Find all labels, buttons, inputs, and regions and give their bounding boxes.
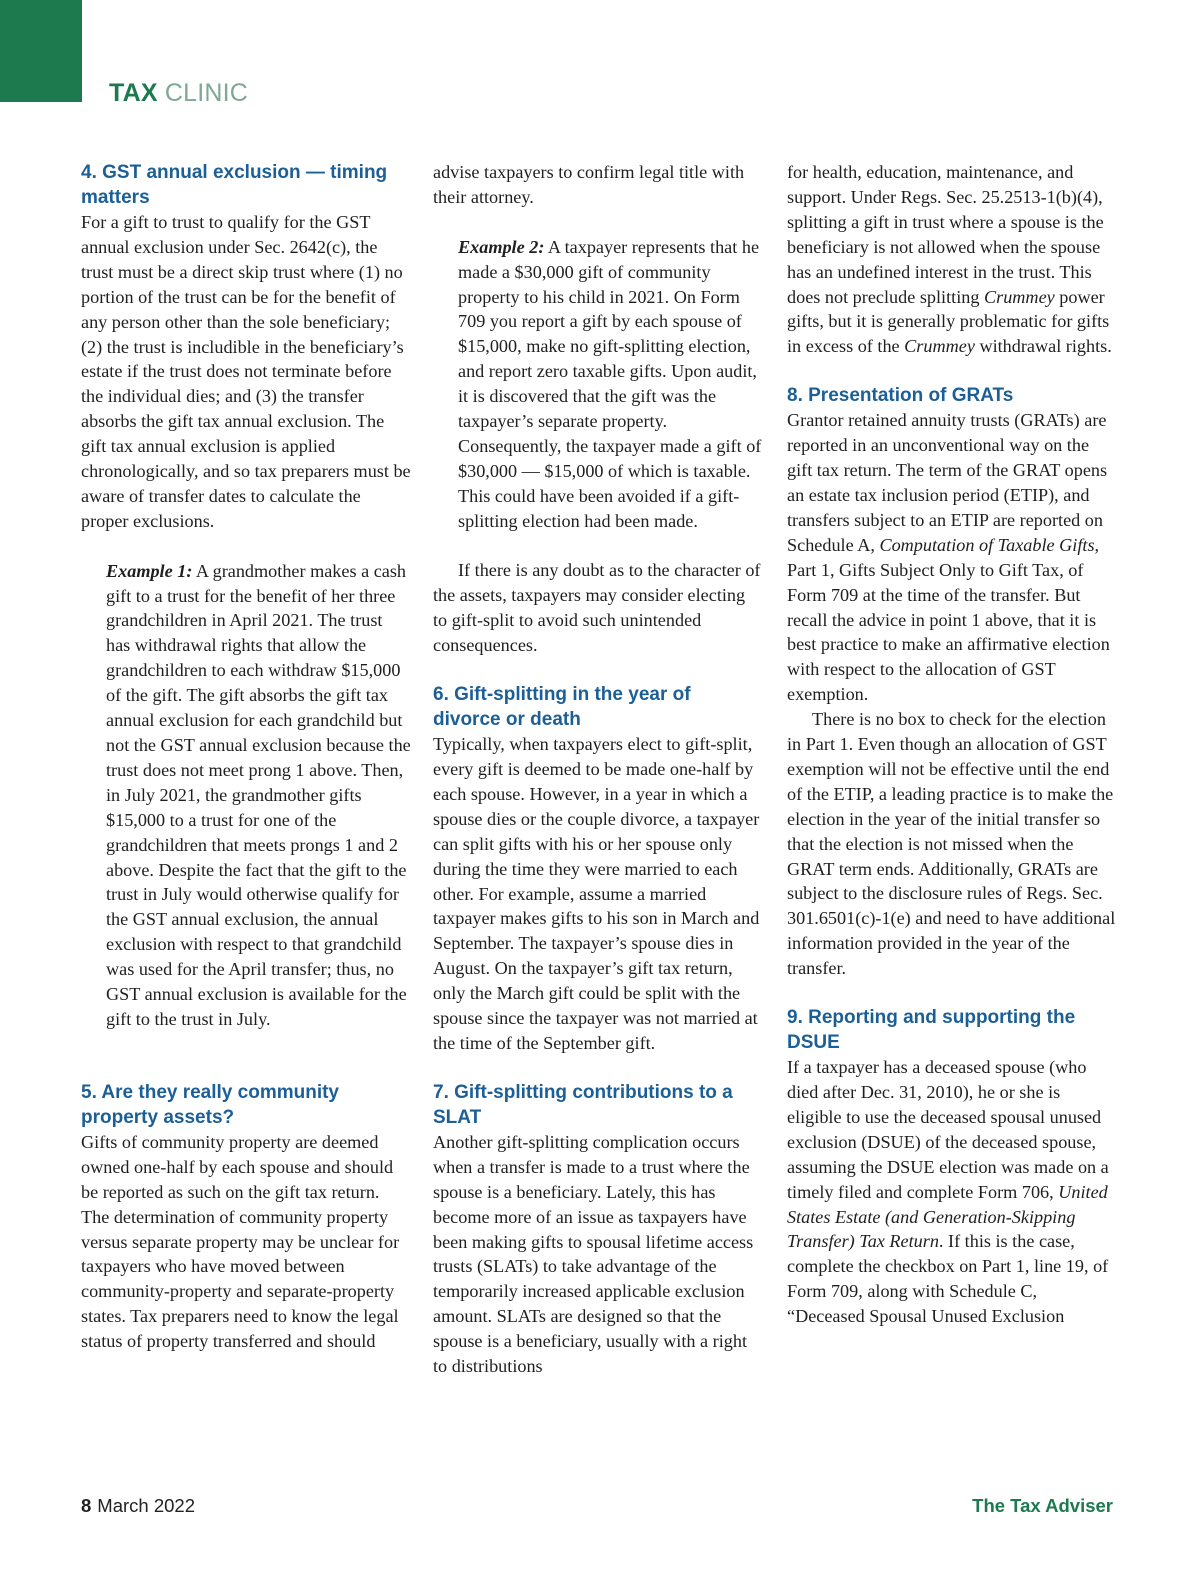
heading-gift-splitting-divorce-death: 6. Gift-splitting in the year of divorce or death [433,684,691,731]
heading-reporting-dsue: 9. Reporting and supporting the DSUE [787,1007,1076,1054]
issue-date: March 2022 [97,1495,195,1516]
paragraph-community-property: Gifts of community property are deemed owned one-half by each spouse and should be reported as such on the gift tax return. The determination of community property versus separate property may be unclear for taxpayers who have moved between community-property and separate-property states. Tax preparers need to know the legal status of property transferred and should [81,1131,400,1352]
col3-text-b: power gifts, but it is generally problematic for gifts in excess of the [787,286,1110,357]
heading-gst-annual-exclusion: 4. GST annual exclusion — timing matters [81,162,388,208]
grats-text-b: , Part 1, Gifts Subject Only to Gift Tax, of Form 709 at the time of the transfer. But recall the advice in point 1 above, that it is best practice to make an affirmative election with respect to the allocation of GST exemption. [787,534,1110,705]
example-1-text: A grandmother makes a cash gift to a trust for the benefit of her three grandchildren in April 2021. The trust has withdrawal rights that allow the grandchildren to each withdraw $15,000 of the gift. The gift absorbs the gift tax annual exclusion for each grandchild but not the GST annual exclusion because the trust does not meet prong 1 above. Then, in July 2021, the grandmother gifts $15,000 to a trust for one of the grandchildren that meets prongs 1 and 2 above. Despite the fact that the gift to the trust in July would otherwise qualify for the GST annual exclusion, the annual exclusion with respect to that grandchild was used for the April transfer; thus, no GST annual exclusion is available for the gift to the trust in July. [106,560,411,1029]
example-2-text: A taxpayer represents that he made a $30,000 gift of community property to his child in 2021. On Form 709 you report a gift by each spouse of $15,000, make no gift-splitting election, and report zero taxable gifts. Upon audit, it is discovered that the gift was the taxpayer’s separate property. Consequently, the taxpayer made a gift of $30,000 — $15,000 of which is taxable. This could have been avoided if a gift-splitting election had been made. [458,236,762,531]
crummey-italic-1: Crummey [984,286,1055,307]
paragraph-continued-legal-title: advise taxpayers to confirm legal title with their attorney. [433,162,745,207]
dsue-text-a: If a taxpayer has a deceased spouse (who died after Dec. 31, 2010), he or she is eligible to use the deceased spousal unused exclusion (DSUE) of the deceased spouse, assuming the DSUE election was made on a timely filed and complete Form 706, [787,1057,1109,1202]
dsue-text-b: . If this is the case, complete the checkbox on Part 1, line 19, of Form 709, along with Schedule C, “Deceased Spousal Unused Exclusion [787,1231,1109,1327]
crummey-italic-2: Crummey [904,336,975,357]
column-2 [433,160,763,1379]
section-label [109,78,248,108]
paragraph-continued-health-education [787,160,1117,359]
paragraph-grats-2: There is no box to check for the election in Part 1. Even though an allocation of GST exemption will not be effective until the end of the ETIP, a leading practice is to make the election in the year of the initial transfer so that the election is not missed when the GRAT term ends. Additionally, GRATs are subject to the disclosure rules of Regs. Sec. 301.6501(c)-1(e) and need to have additional information provided in the year of the transfer. [787,709,1116,979]
example-2-label: Example 2: [458,236,545,257]
example-1 [81,559,411,1032]
paragraph-dsue [787,1055,1117,1329]
grats-italic-title: Computation of Taxable Gifts [879,534,1095,555]
page-number: 8 [81,1495,92,1516]
example-2 [433,235,763,534]
section-label-strong: TAX [109,79,158,107]
footer-page-info [81,1494,195,1518]
example-1-label: Example 1: [106,560,193,581]
paragraph-gst-annual-exclusion: For a gift to trust to qualify for the GST annual exclusion under Sec. 2642(c), the trust must be a direct skip trust where (1) no portion of the trust can be for the benefit of any person other than the sole beneficiary; (2) the trust is includible in the beneficiary’s estate if the trust does not terminate before the individual dies; and (3) the transfer absorbs the gift tax annual exclusion. The gift tax annual exclusion is applied chronologically, and so tax preparers must be aware of transfer dates to calculate the proper exclusions. [81,212,411,531]
paragraph-character-of-assets: If there is any doubt as to the character of the assets, taxpayers may consider electing to gift-split to avoid such unintended consequences. [433,560,761,656]
section-label-light: CLINIC [164,79,249,107]
col3-text-a: for health, education, maintenance, and support. Under Regs. Sec. 25.2513-1(b)(4), splitting a gift in trust where a spouse is the beneficiary is not allowed when the spouse has an undefined interest in the trust. This does not preclude splitting [787,162,1104,307]
heading-community-property: 5. Are they really community property assets? [81,1081,340,1128]
column-3 [787,160,1117,1329]
dsue-italic-title: United States Estate (and Generation-Skipping Transfer) Tax Return [787,1181,1108,1252]
column-1 [81,160,411,1354]
heading-gift-splitting-slat: 7. Gift-splitting contributions to a SLAT [433,1081,733,1128]
paragraph-grats-1 [787,408,1117,707]
grats-text-a: Grantor retained annuity trusts (GRATs) are reported in an unconventional way on the gift tax return. The term of the GRAT opens an estate tax inclusion period (ETIP), and transfers subject to an ETIP are reported on Schedule A, [787,410,1108,555]
col3-text-c: withdrawal rights. [974,336,1112,357]
paragraph-gift-splitting-divorce-death: Typically, when taxpayers elect to gift-split, every gift is deemed to be made one-half by each spouse. However, in a year in which a spouse dies or the couple divorce, a taxpayer can split gifts with his or her spouse only during the time they were married to each other. For example, assume a married taxpayer makes gifts to his son in March and September. The taxpayer’s spouse dies in August. On the taxpayer’s gift tax return, only the March gift could be split with the spouse since the taxpayer was not married at the time of the September gift. [433,734,760,1053]
heading-presentation-of-grats: 8. Presentation of GRATs [787,385,1014,407]
corner-color-block [0,0,82,102]
publication-name: The Tax Adviser [972,1495,1113,1516]
paragraph-gift-splitting-slat: Another gift-splitting complication occurs when a transfer is made to a trust where the spouse is a beneficiary. Lately, this has become more of an issue as taxpayers have been making gifts to spousal lifetime access trusts (SLATs) to take advantage of the temporarily increased applicable exclusion amount. SLATs are designed so that the spouse is a beneficiary, usually with a right to distributions [433,1131,754,1377]
